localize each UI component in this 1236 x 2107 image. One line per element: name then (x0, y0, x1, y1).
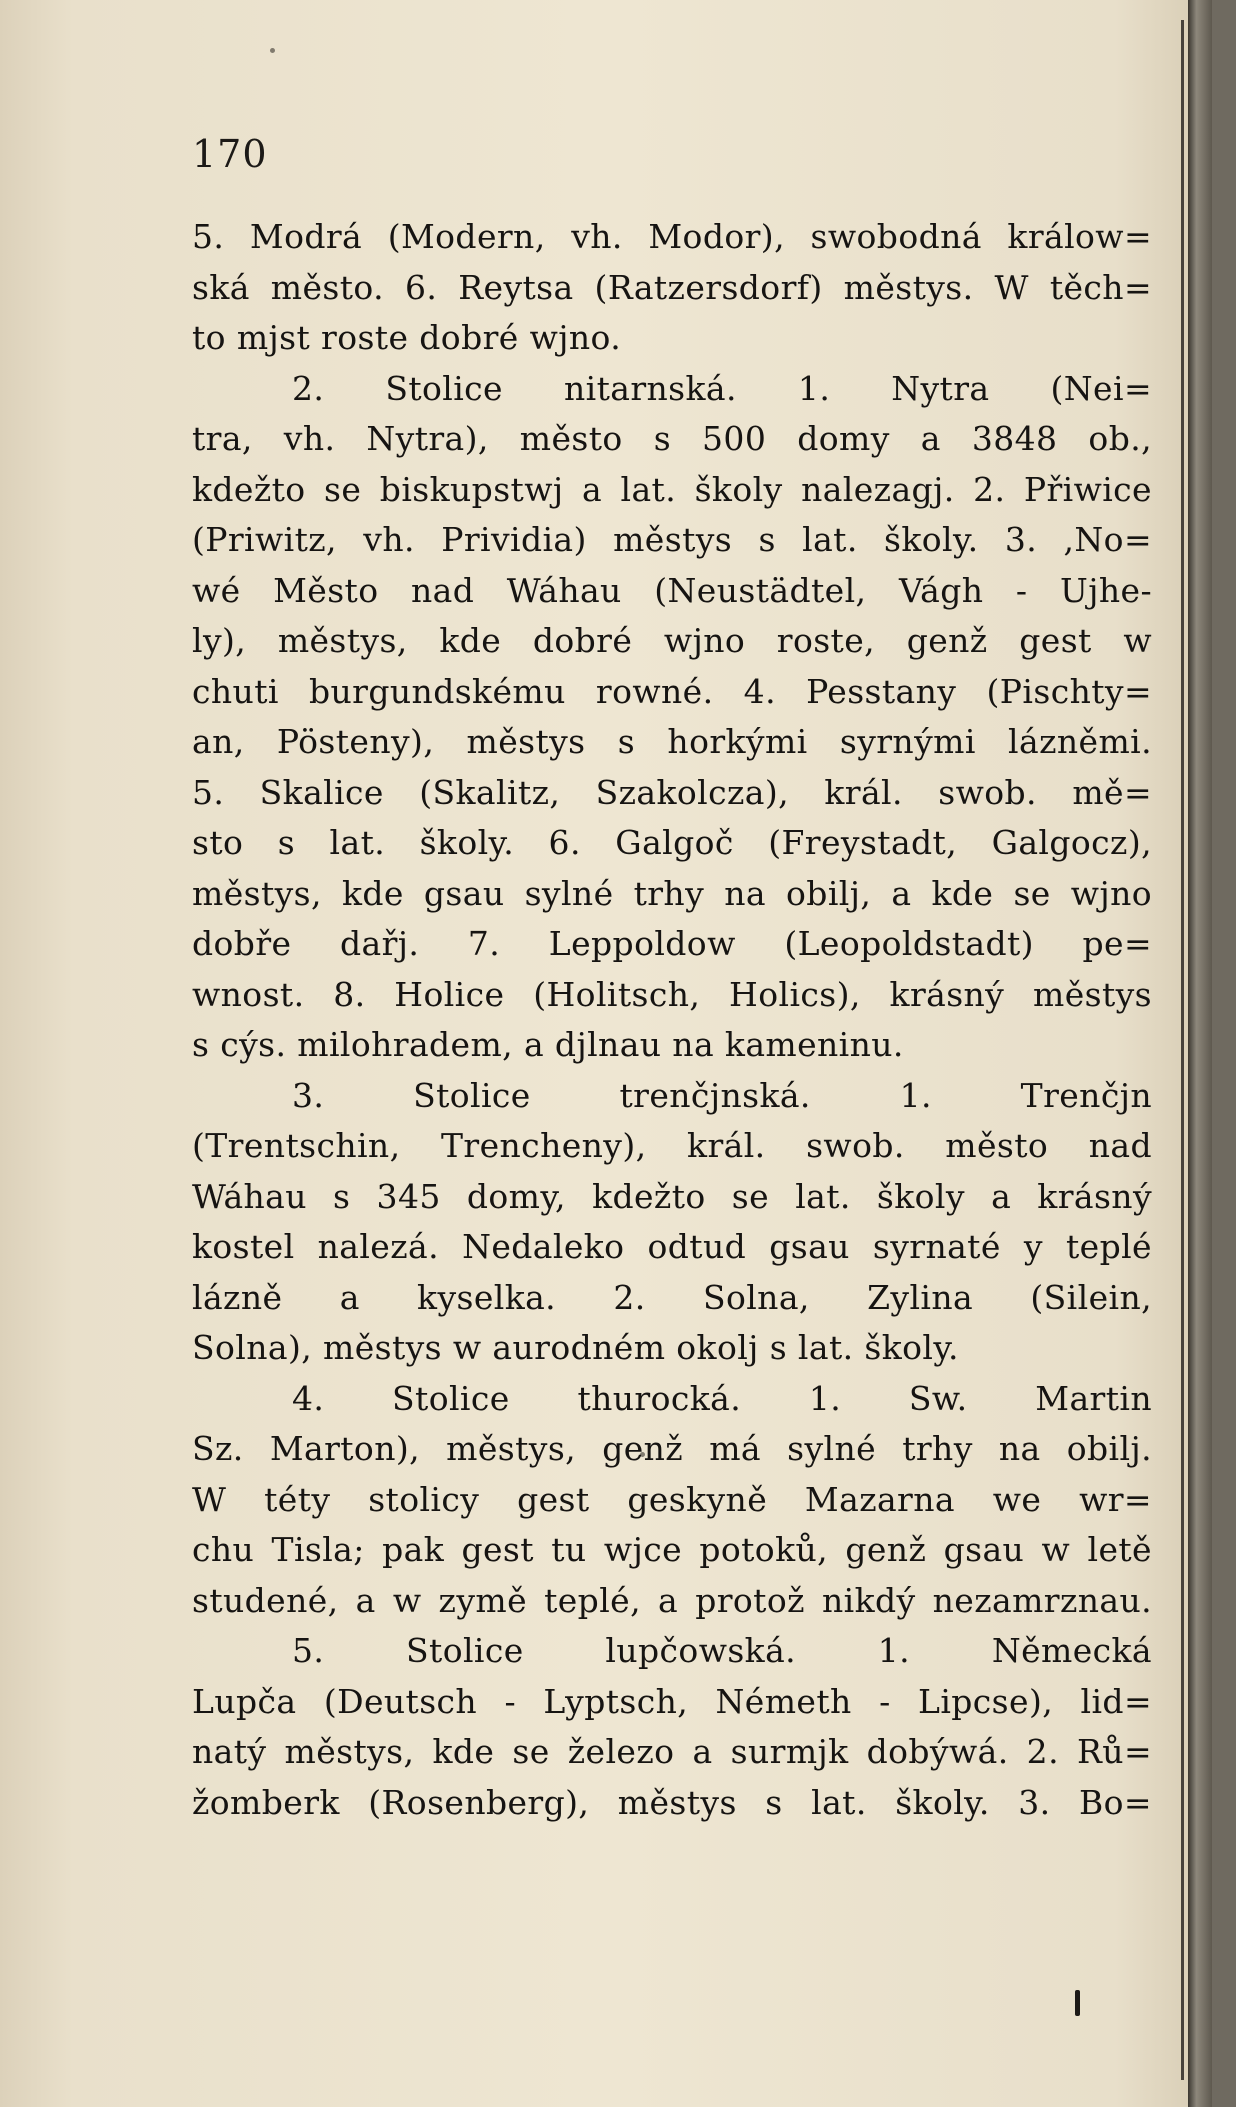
text-line: wé Město nad Wáhau (Neustädtel, Vágh - Ujhe- (192, 570, 1152, 610)
text-line: ly), městys, kde dobré wjno roste, genž gest w (192, 621, 1152, 660)
section-heading-line: 2. Stolice nitarnská. 1. Nytra (Nei= (292, 368, 1152, 408)
page-number: 170 (192, 132, 268, 176)
text-line: s cýs. milohradem, a djlnau na kameninu. (192, 1025, 904, 1064)
text-line: Sz. Marton), městys, genž má sylné trhy na obilj. (192, 1429, 1152, 1468)
text-line: (Trentschin, Trencheny), král. swob. město nad (192, 1126, 1152, 1165)
section-heading-line: 5. Stolice lupčowská. 1. Německá (292, 1631, 1152, 1670)
text-line: kdežto se biskupstwj a lat. školy nalezagj. 2. Přiwice (192, 469, 1152, 509)
text-line: natý městys, kde se železo a surmjk dobýwá. 2. Rů= (192, 1732, 1152, 1771)
body-text (192, 212, 1152, 1828)
text-line: an, Pösteny), městys s horkými syrnými lázněmi. (192, 722, 1152, 761)
text-line: Lupča (Deutsch - Lyptsch, Németh - Lipcse), lid= (192, 1681, 1152, 1721)
text-line: 5. Skalice (Skalitz, Szakolcza), král. swob. mě= (192, 772, 1152, 812)
text-line: chu Tisla; pak gest tu wjce potoků, genž gsau w letě (192, 1530, 1152, 1569)
text-line: tra, vh. Nytra), město s 500 domy a 3848 ob., (192, 419, 1152, 458)
text-line: Solna), městys w aurodném okolj s lat. školy. (192, 1328, 959, 1367)
paper-speck (270, 48, 275, 53)
text-line: kostel nalezá. Nedaleko odtud gsau syrnaté y teplé (192, 1227, 1152, 1266)
text-line: žomberk (Rosenberg), městys s lat. školy. 3. Bo= (192, 1782, 1152, 1822)
section-heading-line: 4. Stolice thurocká. 1. Sw. Martin (292, 1378, 1152, 1418)
text-line: dobře dařj. 7. Leppoldow (Leopoldstadt) pe= (192, 924, 1152, 963)
book-gutter (1188, 0, 1212, 2107)
text-line: Wáhau s 345 domy, kdežto se lat. školy a krásný (192, 1176, 1152, 1216)
text-line: to mjst roste dobré wjno. (192, 318, 622, 357)
section-heading-line: 3. Stolice trenčjnská. 1. Trenčjn (292, 1075, 1152, 1115)
text-line: 5. Modrá (Modern, vh. Modor), swobodná králow= (192, 217, 1152, 256)
ink-mark (1075, 1990, 1080, 2016)
page-edge-shadow (1181, 20, 1184, 2080)
text-line: ská město. 6. Reytsa (Ratzersdorf) městys. W těch= (192, 267, 1152, 307)
text-line: wnost. 8. Holice (Holitsch, Holics), krásný městys (192, 974, 1152, 1014)
text-line: chuti burgundskému rowné. 4. Pesstany (Pischty= (192, 671, 1152, 711)
text-line: (Priwitz, vh. Prividia) městys s lat. školy. 3. ,No= (192, 520, 1152, 559)
text-line: městys, kde gsau sylné trhy na obilj, a kde se wjno (192, 873, 1152, 913)
text-line: W téty stolicy gest geskyně Mazarna we wr= (192, 1479, 1152, 1519)
text-line: studené, a w zymě teplé, a protož nikdý nezamrznau. (192, 1580, 1152, 1620)
text-line: sto s lat. školy. 6. Galgoč (Freystadt, Galgocz), (192, 823, 1152, 862)
text-line: lázně a kyselka. 2. Solna, Zylina (Silein, (192, 1277, 1152, 1317)
